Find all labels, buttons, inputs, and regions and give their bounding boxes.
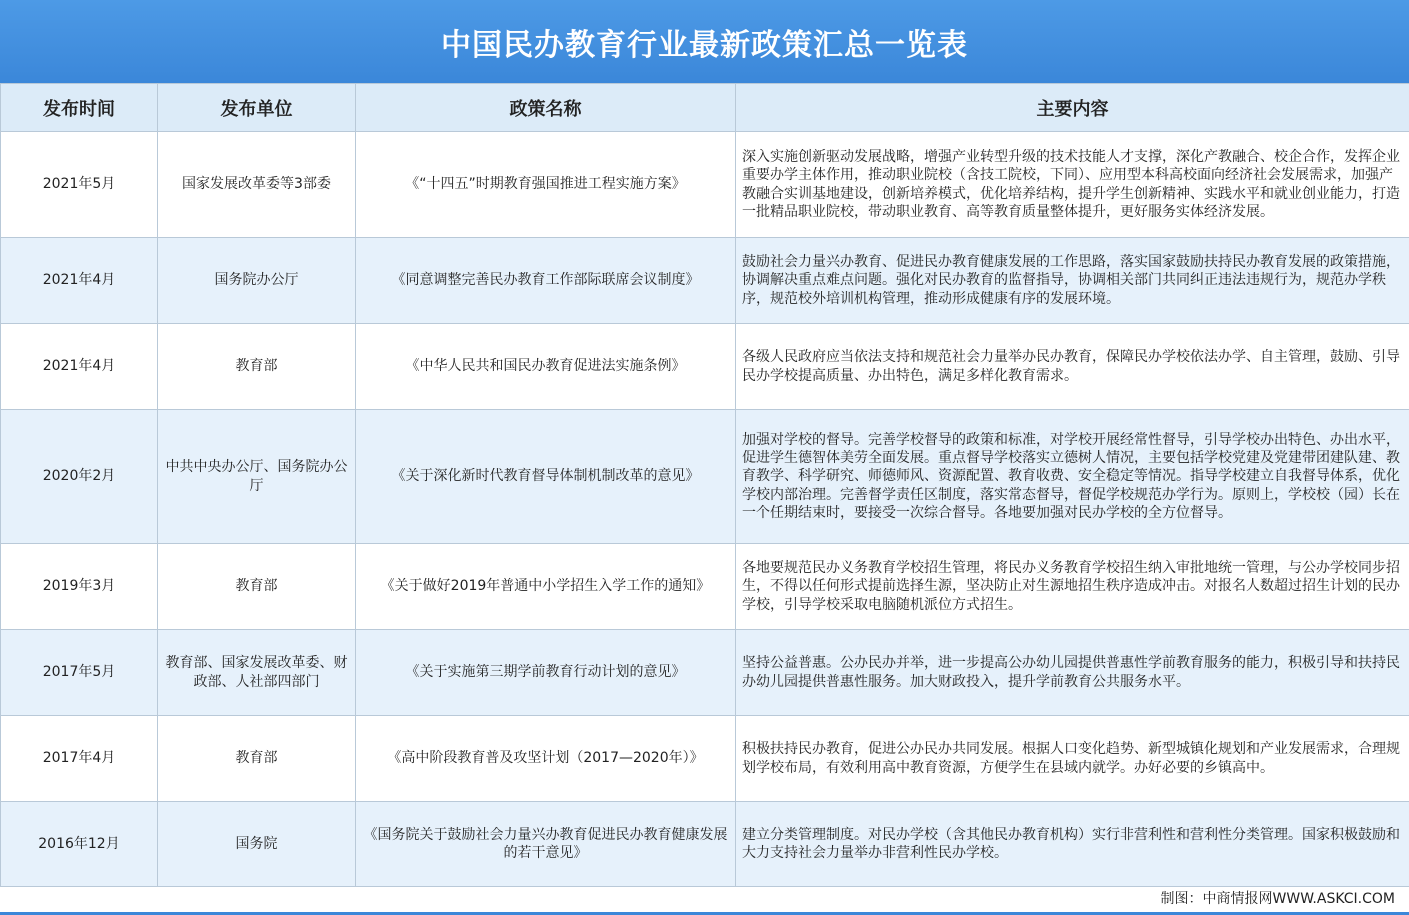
table-row	[1, 716, 1409, 802]
cell-policy-name: 《关于深化新时代教育督导体制机制改革的意见》	[356, 410, 736, 544]
cell-org: 国家发展改革委等3部委	[158, 132, 356, 238]
cell-content: 积极扶持民办教育，促进公办民办共同发展。根据人口变化趋势、新型城镇化规划和产业发展需求，合理规划学校布局，有效利用高中教育资源，方便学生在县域内就学。办好必要的乡镇高中。	[736, 716, 1409, 802]
cell-date: 2021年4月	[1, 324, 158, 410]
cell-content: 深入实施创新驱动发展战略，增强产业转型升级的技术技能人才支撑，深化产教融合、校企合作，发挥企业重要办学主体作用，推动职业院校（含技工院校，下同）、应用型本科高校面向经济社会发展需求，加强产教融合实训基地建设，创新培养模式，优化培养结构，提升学生创新精神、实践水平和就业创业能力，打造一批精品职业院校，带动职业教育、高等教育质量整体提升，更好服务实体经济发展。	[736, 132, 1409, 238]
table-row	[1, 410, 1409, 544]
cell-org: 国务院办公厅	[158, 238, 356, 324]
column-header-content: 主要内容	[736, 84, 1409, 132]
cell-org: 教育部	[158, 544, 356, 630]
column-header-org: 发布单位	[158, 84, 356, 132]
cell-date: 2019年3月	[1, 544, 158, 630]
cell-policy-name: 《同意调整完善民办教育工作部际联席会议制度》	[356, 238, 736, 324]
policy-table	[0, 83, 1409, 887]
cell-content: 各地要规范民办义务教育学校招生管理，将民办义务教育学校招生纳入审批地统一管理，与公办学校同步招生，不得以任何形式提前选择生源，坚决防止对生源地招生秩序造成冲击。对报名人数超过招生计划的民办学校，引导学校采取电脑随机派位方式招生。	[736, 544, 1409, 630]
cell-org: 教育部	[158, 324, 356, 410]
title-bar	[0, 0, 1409, 83]
cell-content: 坚持公益普惠。公办民办并举，进一步提高公办幼儿园提供普惠性学前教育服务的能力，积极引导和扶持民办幼儿园提供普惠性服务。加大财政投入，提升学前教育公共服务水平。	[736, 630, 1409, 716]
cell-content: 加强对学校的督导。完善学校督导的政策和标准，对学校开展经常性督导，引导学校办出特色、办出水平，促进学生德智体美劳全面发展。重点督导学校落实立德树人情况，主要包括学校党建及党建带团建队建、教育教学、科学研究、师德师风、资源配置、教育收费、安全稳定等情况。指导学校建立自我督导体系，优化学校内部治理。完善督学责任区制度，落实常态督导，督促学校规范办学行为。原则上，学校校（园）长在一个任期结束时，要接受一次综合督导。各地要加强对民办学校的全方位督导。	[736, 410, 1409, 544]
source-credit: 制图：中商情报网WWW.ASKCI.COM	[1160, 891, 1395, 907]
cell-date: 2016年12月	[1, 802, 158, 887]
cell-policy-name: 《关于实施第三期学前教育行动计划的意见》	[356, 630, 736, 716]
cell-date: 2017年4月	[1, 716, 158, 802]
cell-org: 国务院	[158, 802, 356, 887]
cell-org: 教育部	[158, 716, 356, 802]
cell-org: 中共中央办公厅、国务院办公厅	[158, 410, 356, 544]
column-header-name: 政策名称	[356, 84, 736, 132]
cell-date: 2021年5月	[1, 132, 158, 238]
cell-policy-name: 《高中阶段教育普及攻坚计划（2017—2020年）》	[356, 716, 736, 802]
cell-policy-name: 《关于做好2019年普通中小学招生入学工作的通知》	[356, 544, 736, 630]
cell-org: 教育部、国家发展改革委、财政部、人社部四部门	[158, 630, 356, 716]
table-row	[1, 238, 1409, 324]
table-row	[1, 324, 1409, 410]
table-row	[1, 132, 1409, 238]
cell-policy-name: 《“十四五”时期教育强国推进工程实施方案》	[356, 132, 736, 238]
cell-date: 2017年5月	[1, 630, 158, 716]
cell-date: 2021年4月	[1, 238, 158, 324]
table-row	[1, 544, 1409, 630]
table-row	[1, 630, 1409, 716]
page-title: 中国民办教育行业最新政策汇总一览表	[441, 27, 968, 63]
cell-content: 各级人民政府应当依法支持和规范社会力量举办民办教育，保障民办学校依法办学、自主管理，鼓励、引导民办学校提高质量、办出特色，满足多样化教育需求。	[736, 324, 1409, 410]
column-header-date: 发布时间	[1, 84, 158, 132]
table-header-row	[1, 84, 1409, 132]
cell-content: 建立分类管理制度。对民办学校（含其他民办教育机构）实行非营利性和营利性分类管理。国家积极鼓励和大力支持社会力量举办非营利性民办学校。	[736, 802, 1409, 887]
table-row	[1, 802, 1409, 887]
cell-date: 2020年2月	[1, 410, 158, 544]
cell-policy-name: 《中华人民共和国民办教育促进法实施条例》	[356, 324, 736, 410]
cell-policy-name: 《国务院关于鼓励社会力量兴办教育促进民办教育健康发展的若干意见》	[356, 802, 736, 887]
cell-content: 鼓励社会力量兴办教育、促进民办教育健康发展的工作思路，落实国家鼓励扶持民办教育发展的政策措施，协调解决重点难点问题。强化对民办教育的监督指导，协调相关部门共同纠正违法违规行为，规范办学秩序，规范校外培训机构管理，推动形成健康有序的发展环境。	[736, 238, 1409, 324]
